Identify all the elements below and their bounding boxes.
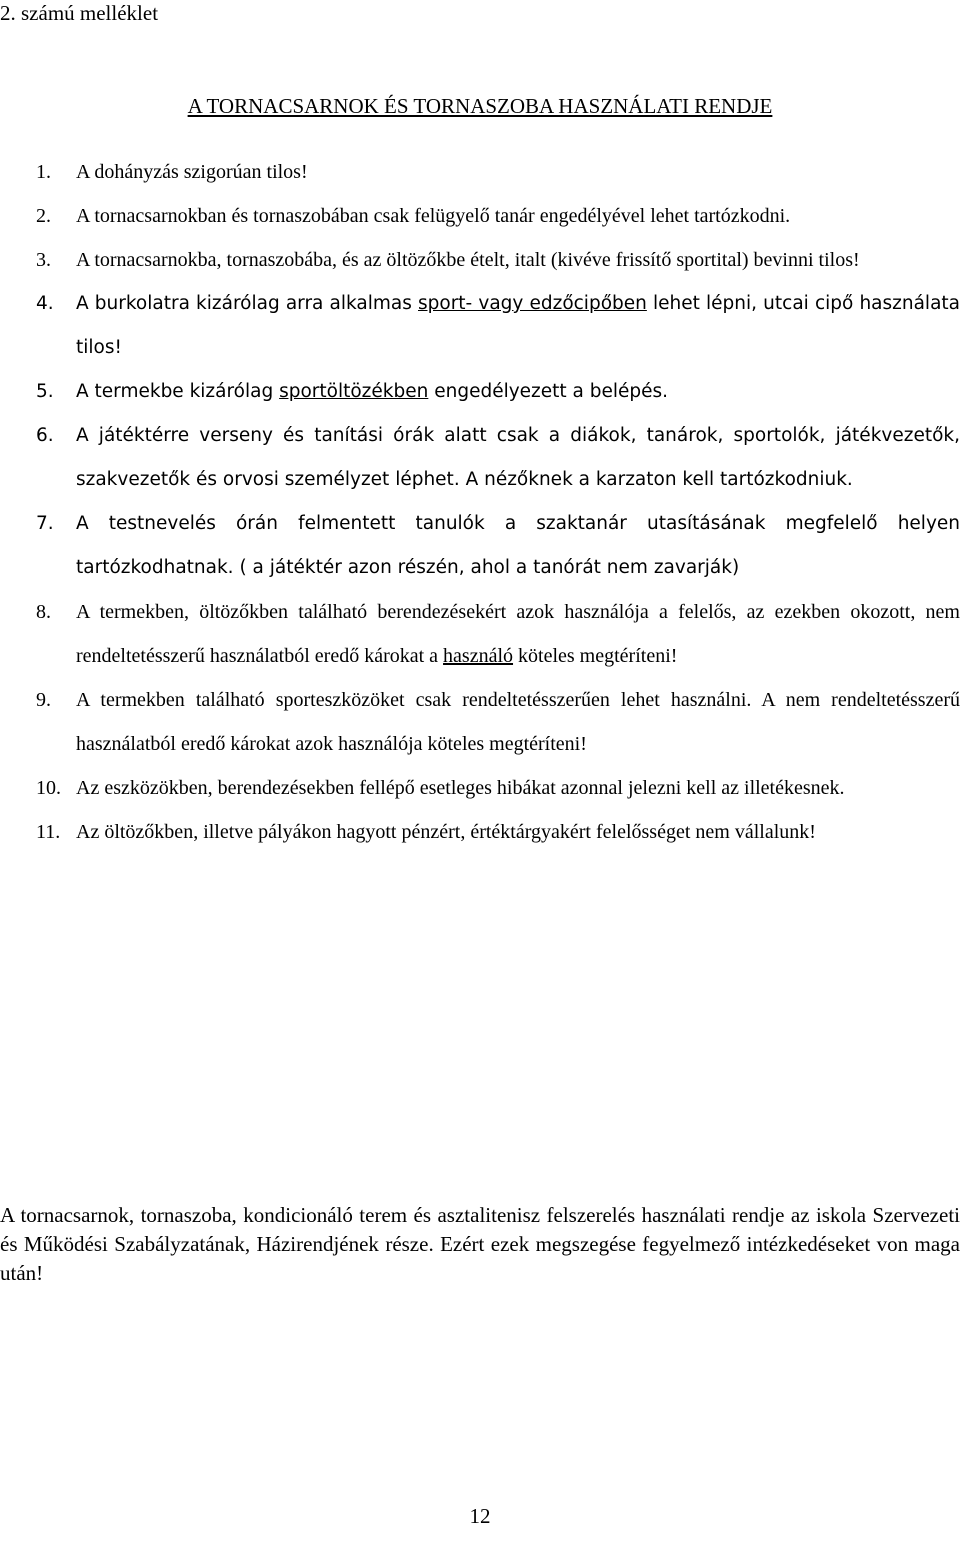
rule-text: A játéktérre verseny és tanítási órák alatt csak a diákok, tanárok, sportolók, játékvezetők, szakvezetők és orvosi személyzet léphet. A nézőknek a karzaton kell tartózkodniuk. (76, 425, 960, 490)
rule-item-7 (36, 502, 960, 590)
rule-number: 7. (36, 513, 54, 534)
rule-text-end: köteles megtéríteni! (513, 645, 678, 667)
rule-item-6 (36, 414, 960, 502)
rule-number: 5. (36, 381, 54, 402)
rule-text-underlined: sport- vagy edzőcipőben (418, 293, 647, 314)
rule-text: A tornacsarnokban és tornaszobában csak felügyelő tanár engedélyével lehet tartózkodni. (76, 205, 791, 227)
rule-text-start: A termekben, öltözőkben található berendezésekért azok használója a felelős, az ezekben okozott, nem rendeltetésszerű használatból eredő károkat a (76, 601, 960, 667)
rule-number: 8. (36, 601, 51, 623)
rule-text: A termekben található sporteszközöket csak rendeltetésszerűen lehet használni. A nem rendeltetésszerű használatból eredő károkat azok használója köteles megtéríteni! (76, 689, 960, 755)
rule-number: 6. (36, 425, 54, 446)
rule-text-end: engedélyezett a belépés. (428, 381, 669, 402)
rule-item-4 (36, 282, 960, 370)
annex-label: 2. számú melléklet (0, 1, 159, 25)
rule-item-11 (36, 810, 960, 854)
rule-number: 10. (36, 777, 61, 799)
rule-item-2 (36, 194, 960, 238)
rule-item-8 (36, 590, 960, 678)
document-title: A TORNACSARNOK ÉS TORNASZOBA HASZNÁLATI RENDJE (187, 94, 773, 118)
rule-number: 4. (36, 293, 54, 314)
rule-number: 9. (36, 689, 51, 711)
rule-text-underlined: sportöltözékben (279, 381, 429, 402)
rule-number: 3. (36, 249, 51, 271)
rule-text: Az öltözőkben, illetve pályákon hagyott pénzért, értéktárgyakért felelősséget nem vállalunk! (76, 821, 816, 843)
closing-note: A tornacsarnok, tornaszoba, kondicionáló terem és asztalitenisz felszerelés használati rendje az iskola Szervezeti és Működési Szabályzatának, Házirendjének része. Ezért ezek megszegése fegyelmező intézkedéseket von maga után! (0, 1203, 960, 1285)
rules-list (36, 150, 960, 854)
rule-item-9 (36, 678, 960, 766)
rule-text: Az eszközökben, berendezésekben fellépő esetleges hibákat azonnal jelezni kell az illetékesnek. (76, 777, 845, 799)
rule-number: 2. (36, 205, 51, 227)
rule-item-1 (36, 150, 960, 194)
rule-item-5 (36, 370, 960, 414)
rule-item-10 (36, 766, 960, 810)
rule-text: A tornacsarnokba, tornaszobába, és az öltözőkbe ételt, italt (kivéve frissítő sportital) bevinni tilos! (76, 249, 860, 271)
rule-text: A dohányzás szigorúan tilos! (76, 161, 308, 183)
page-number: 12 (469, 1504, 491, 1528)
rule-text: A testnevelés órán felmentett tanulók a szaktanár utasításának megfelelő helyen tartózkodhatnak. ( a játéktér azon részén, ahol a tanórát nem zavarják) (76, 513, 960, 578)
rule-number: 11. (36, 821, 61, 843)
rule-text-end: lehet lépni, utcai cipő használata tilos! (76, 293, 960, 358)
rule-text-underlined: használó (443, 645, 514, 667)
rule-text-start: A termekbe kizárólag (76, 381, 280, 402)
rule-text-start: A burkolatra kizárólag arra alkalmas (76, 293, 418, 314)
rule-number: 1. (36, 161, 51, 183)
rule-item-3 (36, 238, 960, 282)
